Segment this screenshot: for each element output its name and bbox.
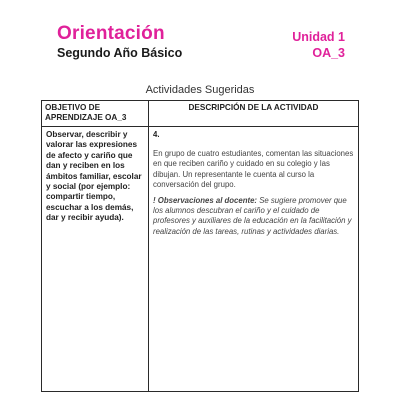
- activity-table: [41, 100, 359, 392]
- table-row: [42, 127, 359, 392]
- observation-label: Observaciones al docente:: [157, 196, 258, 206]
- table-header-row: [42, 101, 359, 127]
- activity-number: 4.: [153, 130, 160, 139]
- observation-text: Se sugiere promover que los alumnos descubran el cariño y el cuidado de profesores y auxiliares de la educación en la facilitación y realización de las tareas, rutinas y actividades diarias.: [153, 196, 352, 236]
- activity-text: En grupo de cuatro estudiantes, comentan las situaciones en que reciben cariño y cuidado en su colegio y las dibujan. Un representante le cuenta al curso la conversación del grupo.: [153, 149, 354, 189]
- document-title: Orientación: [57, 23, 165, 44]
- description-column-header: DESCRIPCIÓN DE LA ACTIVIDAD: [149, 101, 359, 127]
- section-title: Actividades Sugeridas: [145, 84, 255, 96]
- header-left: [57, 23, 182, 61]
- objective-cell: Observar, describir y valorar las expresiones de afecto y cariño que dan y reciben en los ámbitos familiar, escolar y social (por ejemplo: compartir tiempo, escuchar a los demás, dar y recibir ayuda).: [42, 127, 149, 392]
- objective-column-header: OBJETIVO DE APRENDIZAJE OA_3: [42, 101, 149, 127]
- document-subtitle: Segundo Año Básico: [57, 46, 183, 60]
- oa-label: OA_3: [312, 46, 345, 60]
- header-right: [292, 29, 345, 61]
- description-cell: [149, 127, 359, 392]
- unit-label: Unidad 1: [292, 30, 345, 44]
- observation-mark: !: [153, 196, 156, 206]
- teacher-observation: [153, 196, 354, 237]
